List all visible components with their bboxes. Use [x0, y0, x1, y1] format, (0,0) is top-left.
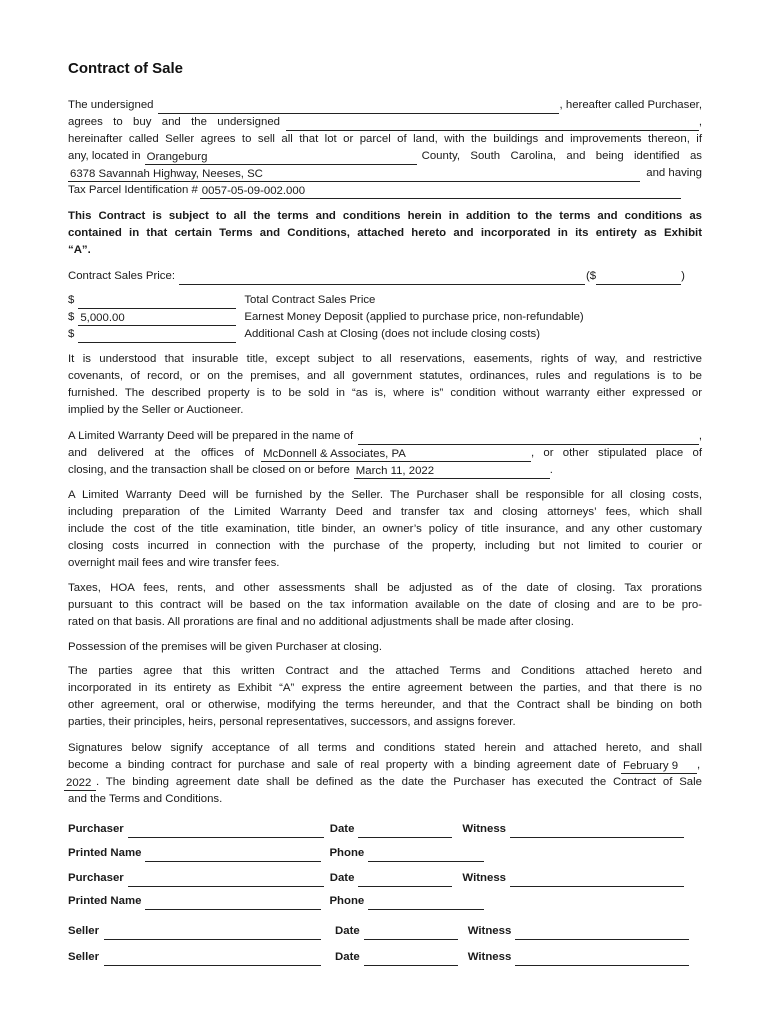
seller-label: Seller — [68, 951, 100, 963]
paragraph-line: and the Terms and Conditions. — [68, 793, 223, 805]
additional-cash-label: Additional Cash at Closing (does not include closing costs) — [244, 328, 541, 340]
binding-year-field[interactable]: 2022 — [64, 776, 96, 791]
witness-label: Witness — [467, 925, 512, 937]
witness-label: Witness — [462, 823, 506, 835]
seller-signature-field[interactable] — [104, 951, 321, 966]
paragraph-line: The parties agree that this written Contract and the attached Terms and Conditions attached hereto and — [68, 665, 702, 677]
dollar-sign: $ — [68, 294, 75, 306]
intro-text: and having — [646, 167, 702, 179]
seller-name-field[interactable] — [286, 116, 699, 131]
printed-name-label: Printed Name — [68, 895, 142, 907]
intro-text: Tax Parcel Identification # — [68, 184, 198, 196]
purchaser-label: Purchaser — [68, 872, 124, 884]
signature-block — [68, 949, 702, 966]
closing-office-field[interactable]: McDonnell & Associates, PA — [261, 447, 531, 462]
paragraph-line: incorporated in its entirety as Exhibit “A” express the entire agreement between the parties, and that there is no — [68, 682, 702, 694]
notice-line: contained in that certain Terms and Conditions, attached hereto and incorporated in its entirety as Exhibit — [68, 227, 702, 239]
exhibit-a-notice — [68, 208, 702, 259]
deed-paragraph — [68, 428, 702, 479]
paragraph-line: It is understood that insurable title, except subject to all reservations, easements, rights of way, and restrictive — [68, 353, 702, 365]
paragraph-line: implied by the Seller or Auctioneer. — [68, 404, 244, 416]
paragraph-line: covenants, of record, or on the premises, and all government statutes, ordinances, rules and regulations is to be — [68, 370, 702, 382]
additional-cash-field[interactable] — [78, 328, 236, 343]
price-breakdown — [68, 292, 702, 343]
deed-text: A Limited Warranty Deed will be prepared in the name of — [68, 430, 354, 442]
sales-price-words-field[interactable] — [179, 270, 585, 285]
seller-label: Seller — [68, 925, 100, 937]
county-field[interactable]: Orangeburg — [145, 150, 417, 165]
seller-signature-row — [68, 949, 702, 966]
sales-price-amount-field[interactable] — [596, 270, 681, 285]
paragraph-line: closing costs incurred in connection with the purchase of the property, including but not limited to courier or — [68, 540, 702, 552]
deed-grantee-field[interactable] — [358, 430, 699, 445]
sales-price-label: Contract Sales Price: — [68, 270, 175, 282]
purchaser-signature-field[interactable] — [128, 872, 324, 887]
purchaser-signature-row — [68, 870, 702, 887]
paragraph-line: Possession of the premises will be given Purchaser at closing. — [68, 641, 383, 653]
notice-line: “A”. — [68, 244, 91, 256]
paren-open: ($ — [586, 270, 597, 282]
signatures-paragraph — [68, 740, 702, 808]
signature-block — [68, 923, 702, 940]
paragraph-line: become a binding contract for purchase and sale of real property with a binding agreement date of — [68, 759, 616, 771]
printed-name-row — [68, 845, 702, 862]
earnest-deposit-field[interactable]: 5,000.00 — [78, 311, 236, 326]
paragraph-line: including preparation of the Limited Warranty Deed and transfer tax and closing attorneys’ fees, which shall — [68, 506, 702, 518]
phone-field[interactable] — [368, 847, 484, 862]
paragraph-line: include the cost of the title examination, title binder, an owner’s policy of title insurance, and any other customary — [68, 523, 702, 535]
taxes-paragraph — [68, 580, 702, 631]
paren-close: ) — [681, 270, 685, 282]
seller-date-field[interactable] — [364, 925, 458, 940]
closing-costs-paragraph — [68, 487, 702, 572]
intro-block — [68, 97, 702, 199]
purchaser-name-field[interactable] — [158, 99, 559, 114]
paragraph-line: furnished. The described property is to be sold in “as is, where is” condition without warranty either expressed or — [68, 387, 702, 399]
signature-block — [68, 845, 702, 862]
signature-block — [68, 893, 702, 910]
intro-text: any, located in — [68, 150, 141, 162]
parties-paragraph — [68, 663, 702, 731]
purchaser-witness-field[interactable] — [510, 872, 684, 887]
seller-witness-field[interactable] — [515, 925, 689, 940]
paragraph-line: overnight mail fees and wire transfer fees. — [68, 557, 280, 569]
document-title: Contract of Sale — [68, 60, 184, 77]
total-price-field[interactable] — [78, 294, 236, 309]
date-label: Date — [335, 925, 360, 937]
date-label: Date — [329, 872, 355, 884]
purchaser-date-field[interactable] — [358, 823, 452, 838]
deed-text: , — [698, 430, 702, 442]
intro-text: hereinafter called Seller agrees to sell all that lot or parcel of land, with the buildings and improvements thereon, if — [68, 133, 702, 145]
printed-name-label: Printed Name — [68, 847, 142, 859]
notice-line: This Contract is subject to all the terms and conditions herein in addition to the terms and conditions as — [68, 210, 702, 222]
purchaser-date-field[interactable] — [358, 872, 452, 887]
phone-field[interactable] — [368, 895, 484, 910]
purchaser-label: Purchaser — [68, 823, 124, 835]
paragraph-line: . The binding agreement date shall be defined as the date the Purchaser has executed the Contract of Sale — [96, 776, 702, 788]
intro-text: agrees to buy and the undersigned — [68, 116, 280, 128]
purchaser-signature-field[interactable] — [128, 823, 324, 838]
possession-paragraph — [68, 639, 702, 656]
signature-block — [68, 870, 702, 887]
printed-name-row — [68, 893, 702, 910]
printed-name-field[interactable] — [145, 847, 321, 862]
seller-signature-row — [68, 923, 702, 940]
paragraph-line: rated on that basis. All prorations are final and no additional adjustments shall be made after closing. — [68, 616, 574, 628]
deed-text: . — [549, 464, 553, 476]
deed-text: and delivered at the offices of — [68, 447, 254, 459]
earnest-deposit-label: Earnest Money Deposit (applied to purchase price, non-refundable) — [244, 311, 584, 323]
title-paragraph — [68, 351, 702, 419]
intro-text: County, South Carolina, and being identified as — [421, 150, 702, 162]
deed-text: , or other stipulated place of — [531, 447, 702, 459]
binding-date-field[interactable]: February 9 — [621, 759, 697, 774]
paragraph-line: A Limited Warranty Deed will be furnished by the Seller. The Purchaser shall be responsible for all closing costs, — [68, 489, 702, 501]
intro-text: The undersigned — [68, 99, 154, 111]
dollar-sign: $ — [68, 328, 75, 340]
witness-label: Witness — [462, 872, 506, 884]
deed-text: closing, and the transaction shall be closed on or before — [68, 464, 350, 476]
intro-text: , hereafter called Purchaser, — [559, 99, 702, 111]
purchaser-signature-row — [68, 821, 702, 838]
signature-block — [68, 821, 702, 838]
date-label: Date — [335, 951, 360, 963]
intro-text: , — [698, 116, 702, 128]
paragraph-line: Signatures below signify acceptance of all terms and conditions stated herein and attached hereto, and shall — [68, 742, 702, 754]
paragraph-line: other agreement, oral or otherwise, modifying the terms hereunder, and that the Contract shall be binding on both — [68, 699, 702, 711]
paragraph-line: Taxes, HOA fees, rents, and other assessments shall be adjusted as of the date of closing. Tax prorations — [68, 582, 702, 594]
phone-label: Phone — [329, 895, 365, 907]
witness-label: Witness — [467, 951, 512, 963]
phone-label: Phone — [329, 847, 365, 859]
seller-date-field[interactable] — [364, 951, 458, 966]
property-address-field[interactable]: 6378 Savannah Highway, Neeses, SC — [68, 167, 640, 182]
seller-signature-field[interactable] — [104, 925, 321, 940]
purchaser-witness-field[interactable] — [510, 823, 684, 838]
paragraph-line: parties, their principles, heirs, personal representatives, successors, and assigns forever. — [68, 716, 516, 728]
total-price-label: Total Contract Sales Price — [244, 294, 376, 306]
seller-witness-field[interactable] — [515, 951, 689, 966]
dollar-sign: $ — [68, 311, 75, 323]
parcel-id-field[interactable]: 0057-05-09-002.000 — [200, 184, 681, 199]
contract-sales-price — [68, 268, 702, 285]
closing-date-field[interactable]: March 11, 2022 — [354, 464, 550, 479]
paragraph-line: pursuant to this contract will be based on the tax information available on the date of closing and are to be pro- — [68, 599, 702, 611]
paragraph-line: , — [697, 759, 701, 771]
printed-name-field[interactable] — [145, 895, 321, 910]
date-label: Date — [329, 823, 355, 835]
